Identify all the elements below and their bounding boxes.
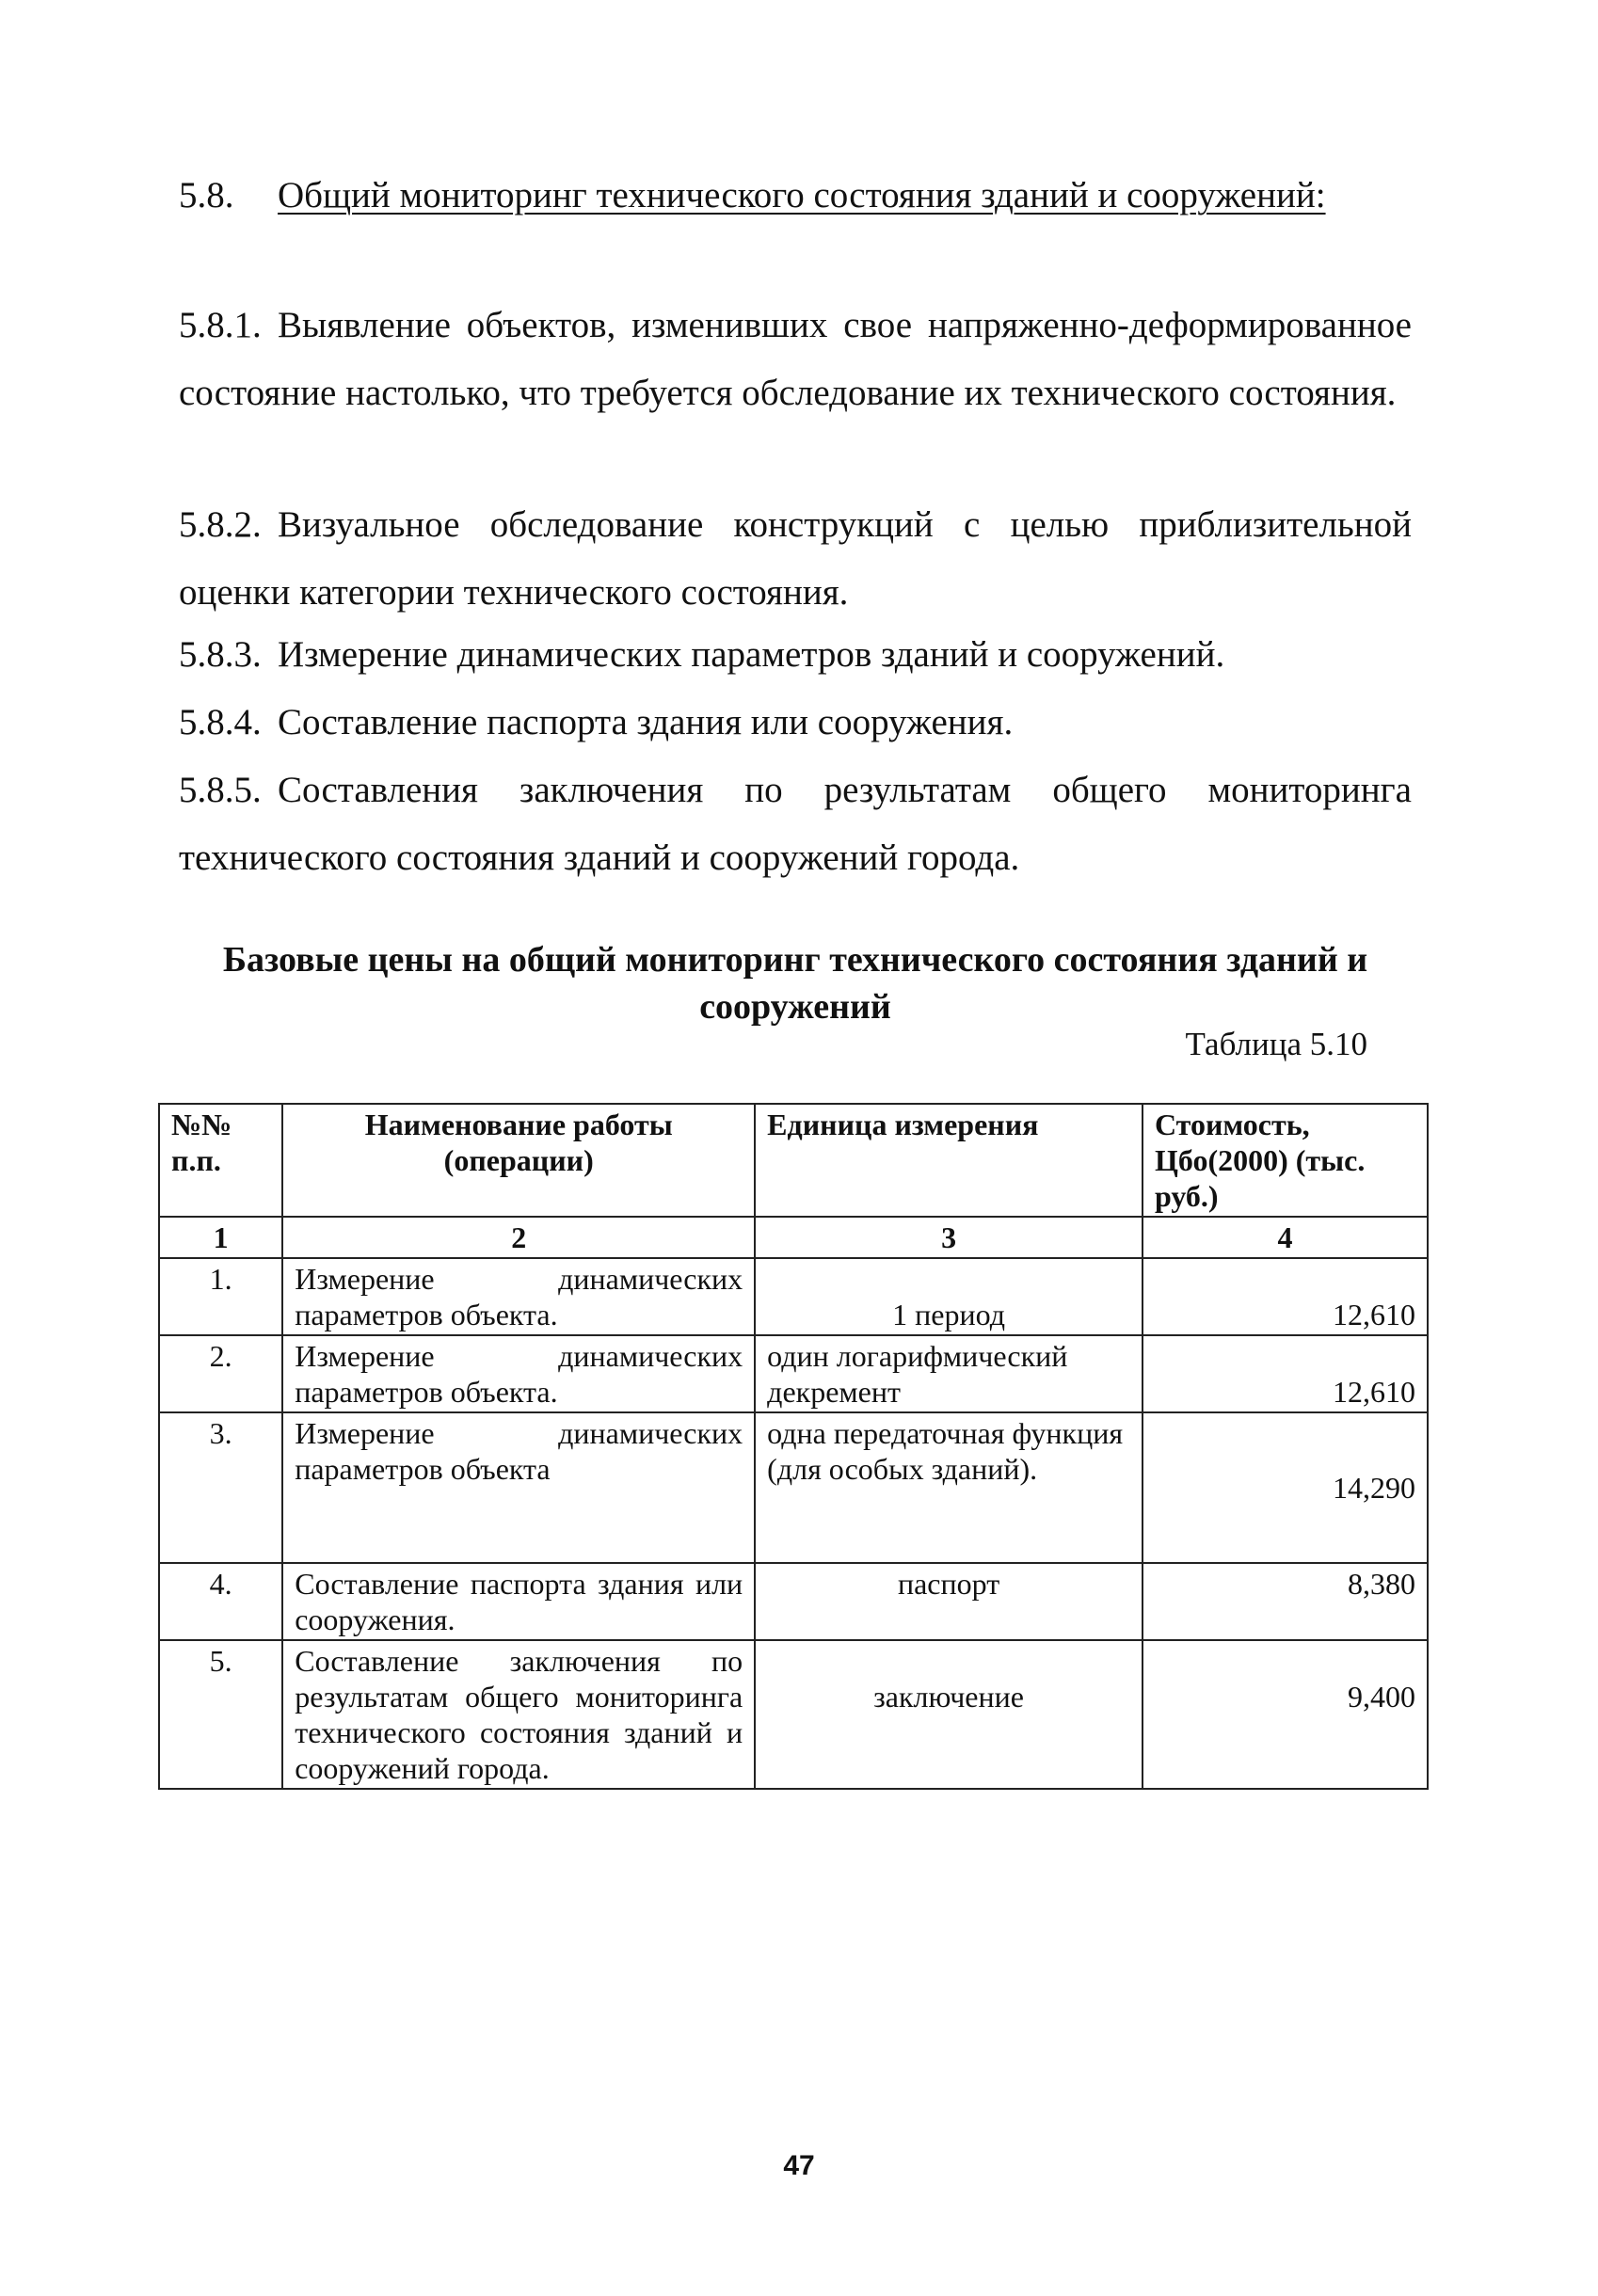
table-row: [159, 1563, 1428, 1640]
item-text: Измерение динамических параметров зданий и сооружений.: [278, 634, 1225, 675]
column-number-row: [159, 1217, 1428, 1258]
section-heading: [179, 162, 1412, 230]
row-cost: 12,610: [1143, 1258, 1428, 1335]
row-num: 3.: [159, 1412, 282, 1563]
item-5-8-1: [179, 292, 1412, 427]
table-row: [159, 1335, 1428, 1412]
header-num: №№ п.п.: [159, 1104, 282, 1217]
table-row: [159, 1412, 1428, 1563]
row-num: 4.: [159, 1563, 282, 1640]
page-number: 47: [783, 2150, 815, 2181]
section-heading-text: Общий мониторинг технического состояния зданий и сооружений:: [278, 175, 1326, 215]
item-number: 5.8.1.: [179, 305, 262, 345]
header-cost: Стоимость, Цбо(2000) (тыс. руб.): [1143, 1104, 1428, 1217]
item-number: 5.8.5.: [179, 770, 262, 810]
header-unit: Единица измерения: [755, 1104, 1143, 1217]
item-text: Выявление объектов, изменивших свое напряженно-деформированное состояние настолько, что требуется обследование их технического состояния.: [179, 305, 1412, 413]
item-5-8-4: [179, 689, 1412, 757]
section-heading-number: 5.8.: [179, 175, 234, 215]
row-num: 2.: [159, 1335, 282, 1412]
item-number: 5.8.2.: [179, 504, 262, 545]
column-number: 3: [755, 1217, 1143, 1258]
row-cost: 9,400: [1143, 1640, 1428, 1789]
row-name: Составление паспорта здания или сооружения.: [282, 1563, 755, 1640]
table-label: Таблица 5.10: [1185, 1026, 1367, 1062]
row-unit: одна передаточная функция (для особых зданий).: [755, 1412, 1143, 1563]
row-name: Измерение динамических параметров объекта.: [282, 1335, 755, 1412]
column-number: 4: [1143, 1217, 1428, 1258]
table-row: [159, 1640, 1428, 1789]
item-5-8-3: [179, 621, 1412, 689]
row-cost: 8,380: [1143, 1563, 1428, 1640]
item-5-8-5: [179, 757, 1412, 892]
column-number: 2: [282, 1217, 755, 1258]
item-text: Визуальное обследование конструкций с целью приблизительной оценки категории технического состояния.: [179, 504, 1412, 613]
row-num: 1.: [159, 1258, 282, 1335]
column-number: 1: [159, 1217, 282, 1258]
row-cost: 12,610: [1143, 1335, 1428, 1412]
table-header-row: [159, 1104, 1428, 1217]
item-number: 5.8.4.: [179, 702, 262, 742]
item-5-8-2: [179, 491, 1412, 627]
row-name: Измерение динамических параметров объекта.: [282, 1258, 755, 1335]
row-name: Измерение динамических параметров объекта: [282, 1412, 755, 1563]
price-table: [158, 1103, 1429, 1790]
row-unit: паспорт: [755, 1563, 1143, 1640]
item-text: Составления заключения по результатам общего мониторинга технического состояния зданий и сооружений города.: [179, 770, 1412, 878]
table-title: Базовые цены на общий мониторинг технического состояния зданий и сооружений: [222, 940, 1368, 1027]
row-cost: 14,290: [1143, 1412, 1428, 1563]
header-name: Наименование работы (операции): [282, 1104, 755, 1217]
item-number: 5.8.3.: [179, 634, 262, 675]
row-unit: заключение: [755, 1640, 1143, 1789]
row-num: 5.: [159, 1640, 282, 1789]
row-unit: один логарифмический декремент: [755, 1335, 1143, 1412]
row-name: Составление заключения по результатам общего мониторинга технического состояния зданий и сооружений города.: [282, 1640, 755, 1789]
table-row: [159, 1258, 1428, 1335]
row-unit: 1 период: [755, 1258, 1143, 1335]
item-text: Составление паспорта здания или сооружения.: [278, 702, 1014, 742]
